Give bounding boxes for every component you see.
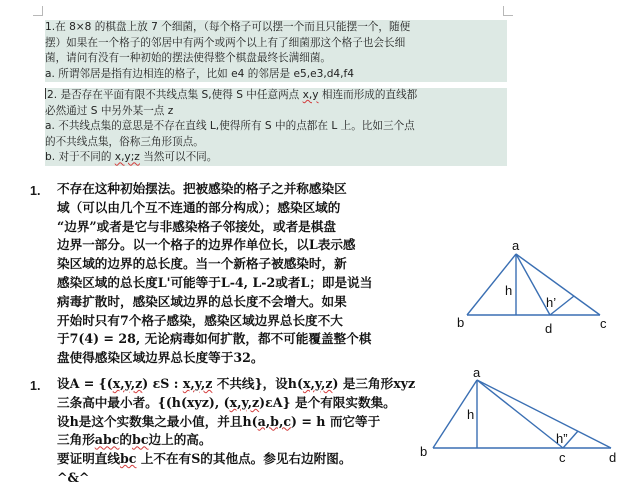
problem-1-line-1: 1.在 8×8 的棋盘上放 7 个细菌，（每个格子可以摆一个而且只能摆一个，随便 (45, 20, 507, 36)
fig1-label-b: b (457, 315, 465, 330)
fig1-segment-ad (516, 254, 550, 315)
solution-1-line: 病毒扩散时，感染区域边界的总长度不会增大。如果 (57, 293, 347, 309)
problem-2-hint-b: b. 对于不同的 x,y;z 当然可以不同。 (45, 150, 507, 166)
solution-1-number: 1. (30, 184, 41, 198)
problem-1-line-3: 菌，请问有没有一种初始的摆法使得整个棋盘最终长满细菌。 (45, 51, 507, 67)
problem-2-line-2: 必然通过 S 中另外某一点 z (45, 104, 507, 120)
fig2-side-ac (477, 380, 563, 448)
solution-2-line-6: ^&^ (57, 469, 90, 485)
solution-1-line: 盘使得感染区域边界总长度等于32。 (57, 350, 264, 366)
solution-2-line-5: 要证明直线bc 上不在有S的其他点。参见右边附图。 (57, 451, 352, 467)
fig2-side-ad (477, 380, 611, 448)
solution-2-number: 1. (30, 379, 41, 393)
solution-1-line: 边界一部分。以一个格子的边界作单位长，以L表示感 (57, 237, 356, 253)
fig2-label-a: a (473, 365, 481, 380)
solution-1-line: 不存在这种初始摆法。把被感染的格子之并称感染区 (57, 181, 347, 196)
problem-2-hint-a-line-2: 的不共线点集，俗称三角形顶点。 (45, 135, 507, 151)
fig1-label-c: c (600, 316, 607, 331)
fig2-label-d: d (609, 450, 617, 465)
fig2-label-c: c (559, 450, 566, 465)
fig2-label-h2: h” (556, 431, 568, 446)
solution-2-line-2: 三条高中最小者。{(h(xyz), (x,y,z)εA} 是个有限实数集。 (57, 394, 396, 410)
fig2-label-b: b (420, 444, 428, 459)
solution-2-line-4: 三角形abc的bc边上的高。 (57, 432, 212, 448)
solution-2-line-3: 设h是这个实数集之最小值，并且h(a,b,c) = h 而它等于 (57, 413, 381, 429)
fig1-label-h: h (505, 283, 513, 298)
solution-1-line: 染区域的边界的总长度。当一个新格子被感染时，新 (57, 256, 347, 272)
fig1-label-d: d (545, 321, 553, 336)
solution-1-line: 域（可以由几个互不连通的部分构成）；感染区域的 (57, 199, 341, 215)
problem-2-line-1: 2. 是否存在平面有限不共线点集 S,使得 S 中任意两点 x,y 相连而形成的直线都 (45, 88, 507, 104)
fig1-label-a: a (512, 238, 520, 253)
solution-1-line: “边界”或者是它与非感染格子邻接处，或者是棋盘 (57, 218, 336, 234)
problem-2-hint-a-line-1: a. 不共线点集的意思是不存在直线 L,使得所有 S 中的点都在 L 上。比如三个点 (45, 119, 507, 135)
solution-2-line-1: 设A = {(x,y,z) εS : x,y,z 不共线}，设h(x,y,z) 是三角形xyz (57, 376, 416, 391)
problem-1-line-2: 摆）如果在一个格子的邻居中有两个或两个以上有了细菌那这个格子也会长细 (45, 36, 507, 52)
fig1-label-h2: h’ (546, 295, 557, 310)
solution-1-line: 感染区域的总长度L'可能等于L-4, L-2或者L；即是说当 (57, 274, 373, 290)
solution-1-line: 开始时只有7个格子感染，感染区域边界总长度不大 (57, 312, 343, 328)
fig1-side-ac (516, 254, 600, 315)
problem-1-hint-a: a. 所谓邻居是指有边相连的格子，比如 e4 的邻居是 e5,e3,d4,f4 (45, 67, 507, 83)
solution-1-line: 于7(4) = 28, 无论病毒如何扩散，都不可能覆盖整个棋 (57, 331, 372, 347)
fig2-label-h: h (467, 407, 475, 422)
